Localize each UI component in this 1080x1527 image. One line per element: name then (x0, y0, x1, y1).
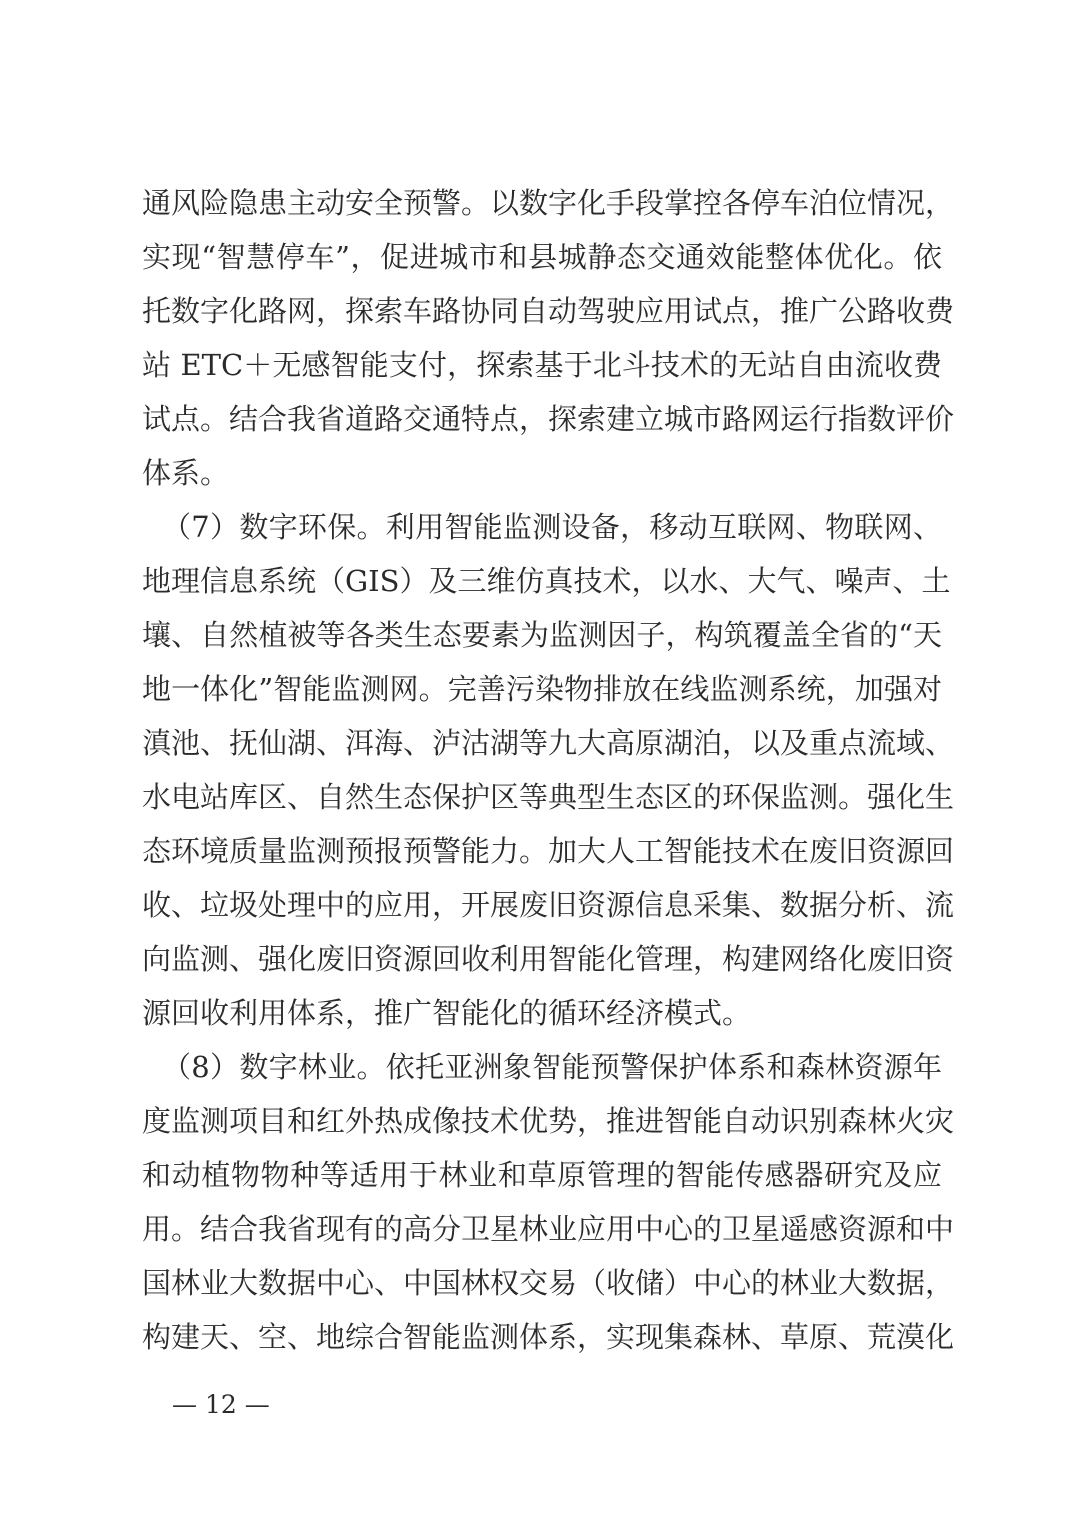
text-line: 体系。 (142, 456, 230, 490)
text-line: 实现“智慧停车”，促进城市和县城静态交通效能整体优化。依 (142, 240, 942, 274)
text-line: 滇池、抚仙湖、洱海、泸沽湖等九大高原湖泊，以及重点流域、 (142, 726, 955, 760)
text-line: 试点。结合我省道路交通特点，探索建立城市路网运行指数评价 (142, 402, 955, 436)
text-line: 托数字化路网，探索车路协同自动驾驶应用试点，推广公路收费 (142, 294, 955, 328)
text-line: 收、垃圾处理中的应用，开展废旧资源信息采集、数据分析、流 (142, 888, 955, 922)
paragraph-start-digital-environment: （7）数字环保。利用智能监测设备，移动互联网、物联网、 (162, 510, 942, 544)
text-line: 壤、自然植被等各类生态要素为监测因子，构筑覆盖全省的“天 (142, 618, 942, 652)
text-line: 用。结合我省现有的高分卫星林业应用中心的卫星遥感资源和中 (142, 1212, 955, 1246)
page-number: — 12 — (172, 1390, 270, 1419)
text-line: 构建天、空、地综合智能监测体系，实现集森林、草原、荒漠化 (142, 1320, 955, 1354)
text-line: 向监测、强化废旧资源回收利用智能化管理，构建网络化废旧资 (142, 942, 955, 976)
text-line: 和动植物物种等适用于林业和草原管理的智能传感器研究及应 (142, 1158, 942, 1192)
text-line: 站 ETC＋无感智能支付，探索基于北斗技术的无站自由流收费 (142, 348, 942, 382)
text-line: 度监测项目和红外热成像技术优势，推进智能自动识别森林火灾 (142, 1104, 955, 1138)
paragraph-start-digital-forestry: （8）数字林业。依托亚洲象智能预警保护体系和森林资源年 (162, 1050, 942, 1084)
text-line: 国林业大数据中心、中国林权交易（收储）中心的林业大数据， (142, 1266, 955, 1300)
text-line: 地理信息系统（GIS）及三维仿真技术，以水、大气、噪声、土 (142, 564, 951, 598)
text-line: 态环境质量监测预报预警能力。加大人工智能技术在废旧资源回 (142, 834, 955, 868)
text-line: 地一体化”智能监测网。完善污染物排放在线监测系统，加强对 (142, 672, 942, 706)
text-line: 通风险隐患主动安全预警。以数字化手段掌控各停车泊位情况， (142, 186, 955, 220)
text-line: 源回收利用体系，推广智能化的循环经济模式。 (142, 996, 752, 1030)
text-line: 水电站库区、自然生态保护区等典型生态区的环保监测。强化生 (142, 780, 955, 814)
